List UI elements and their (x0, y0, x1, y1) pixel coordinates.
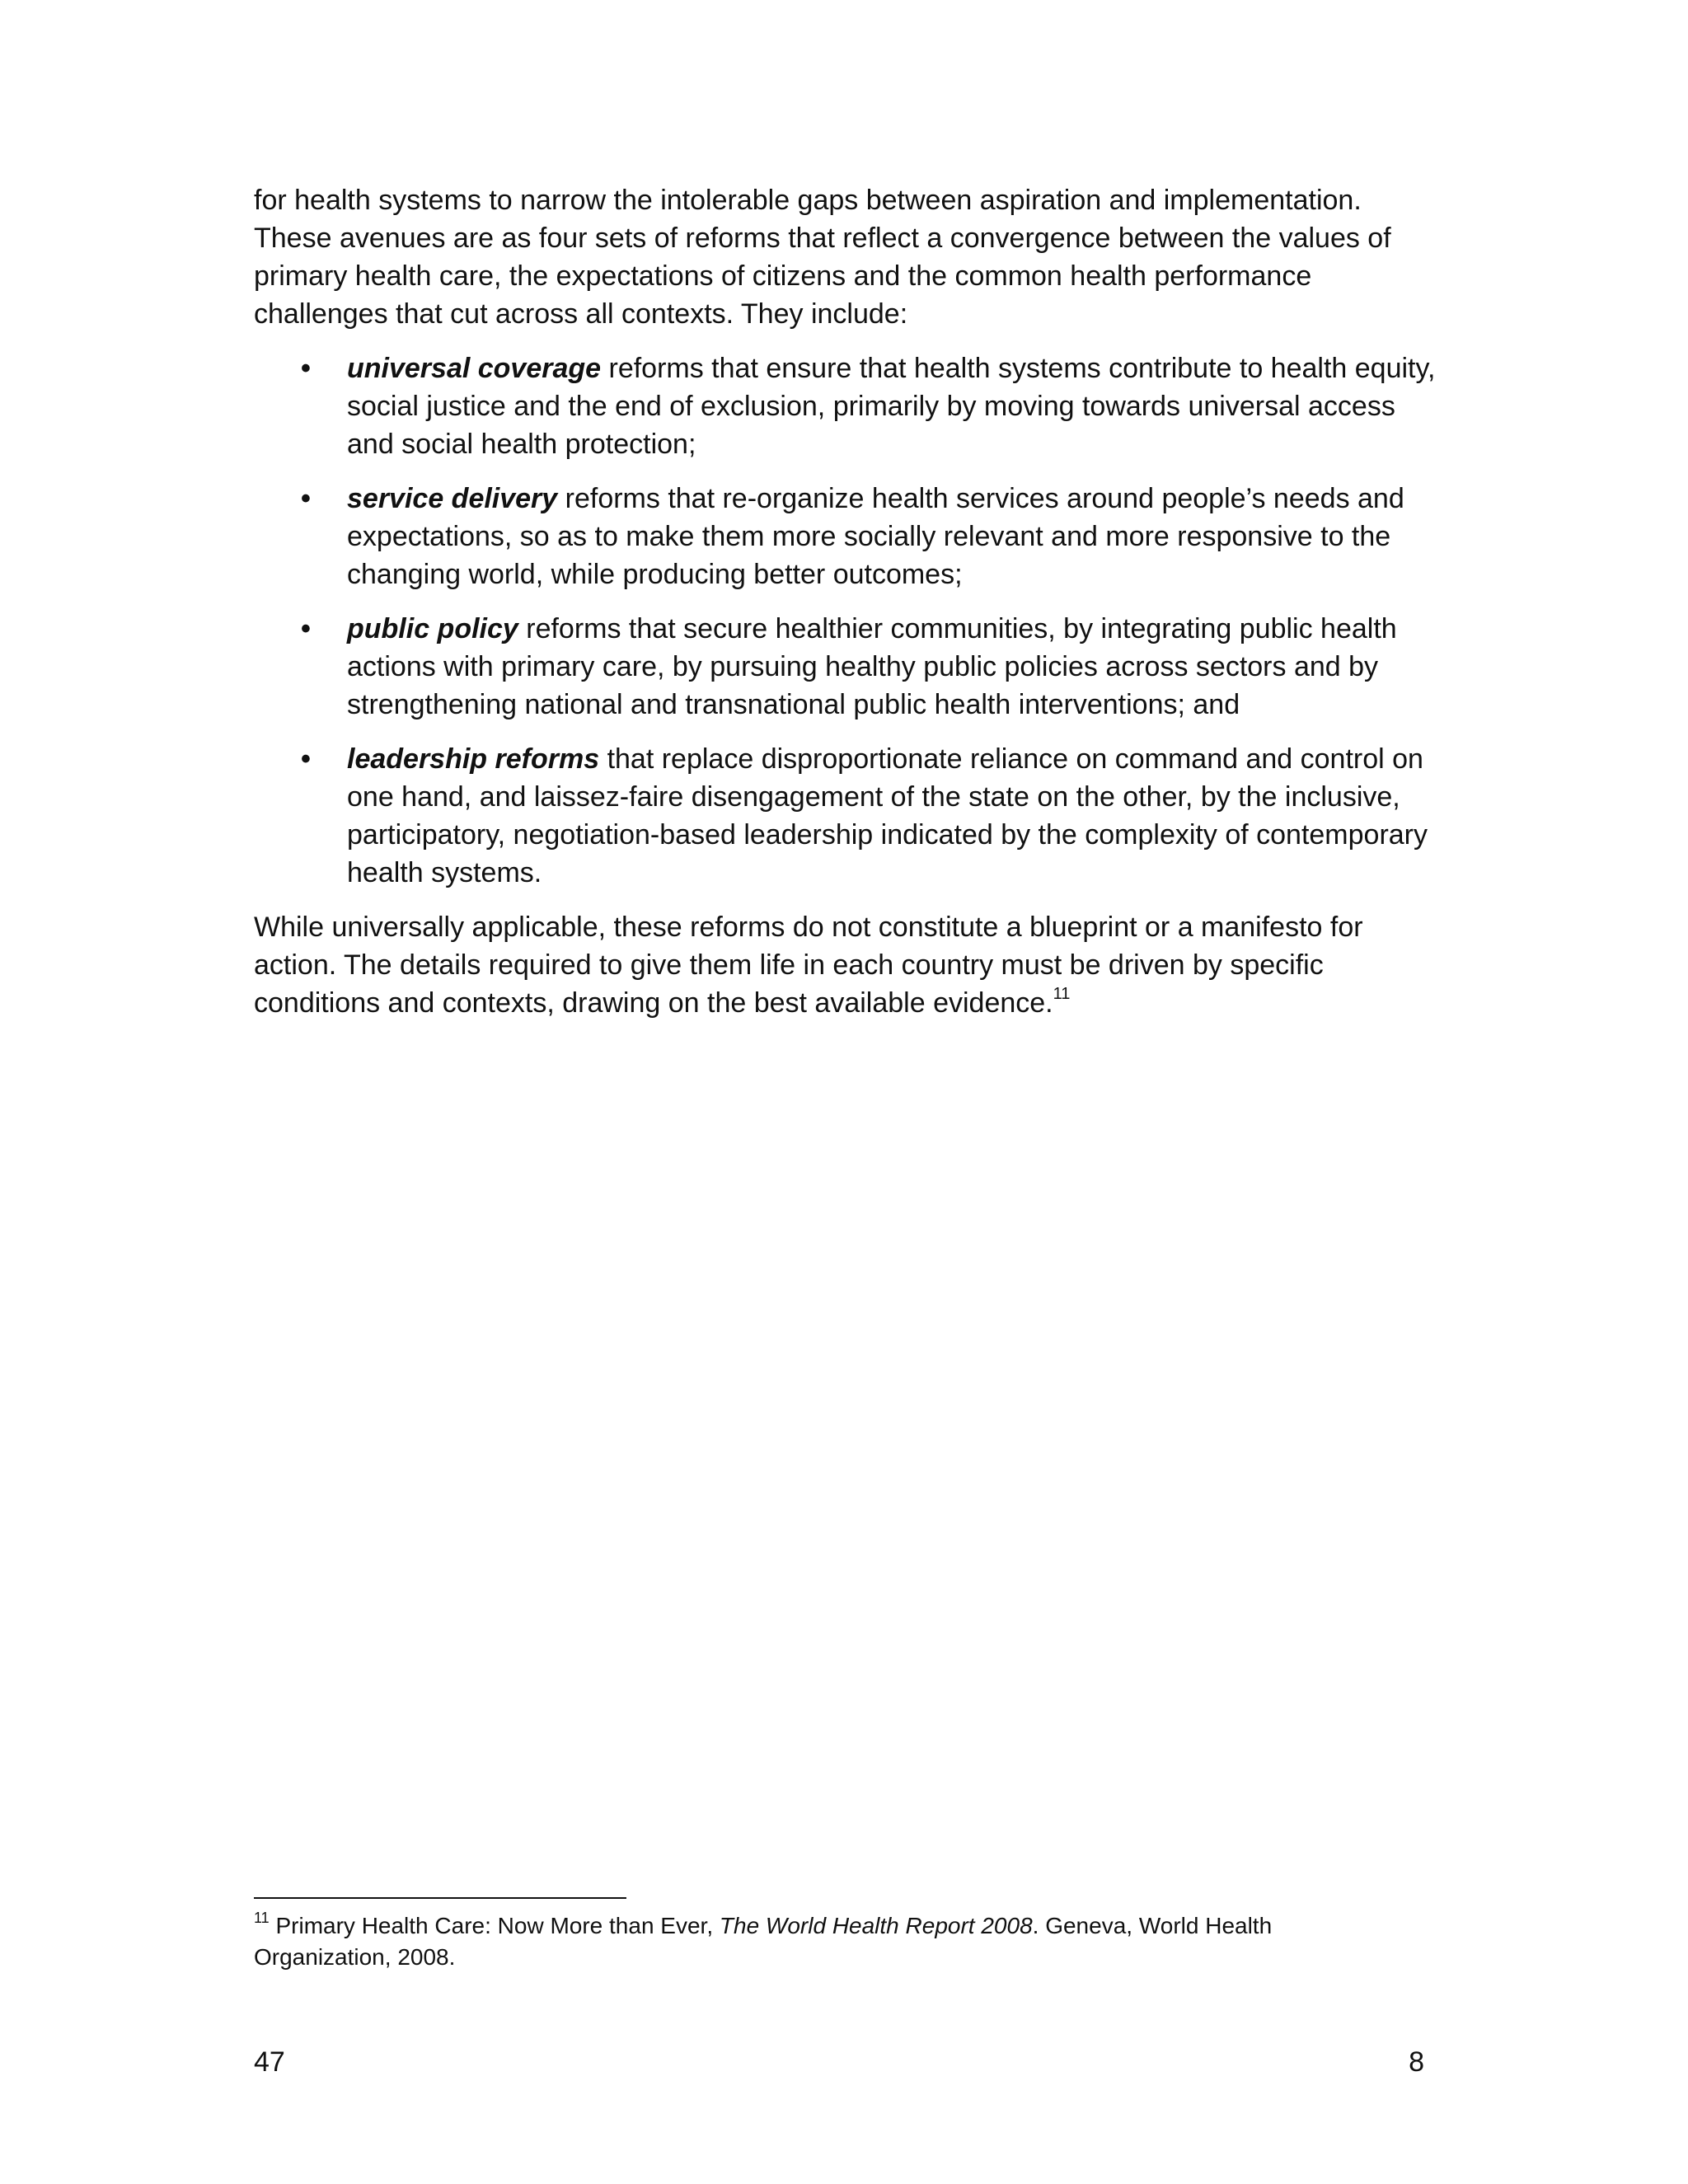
reform-list (254, 349, 1441, 892)
footnote-reference[interactable]: 11 (1053, 984, 1071, 1003)
list-item-text: that replace disproportionate reliance on command and control on one hand, and laissez-faire disengagement of the state on the other, by the inclusive, participatory, negotiation-based leadership indicated by the complexity of contemporary health systems. (347, 743, 1428, 888)
list-item-text: reforms that re-organize health services around people’s needs and expectations, so as to make them more socially relevant and more responsive to the changing world, while producing better outcomes; (347, 483, 1404, 590)
list-item (254, 610, 1441, 724)
closing-paragraph (254, 908, 1441, 1022)
bullet-icon: • (301, 743, 311, 775)
body-text (254, 181, 1441, 1022)
list-item (254, 349, 1441, 463)
list-item-text: reforms that secure healthier communities, by integrating public health actions with primary care, by pursuing healthy public policies across sectors and by strengthening national and transnational public health interventions; and (347, 613, 1397, 720)
bullet-icon: • (301, 353, 311, 384)
list-item (254, 480, 1441, 593)
footnote-text-before: Primary Health Care: Now More than Ever, (269, 1913, 720, 1938)
footnote-divider (254, 1897, 626, 1899)
footnote-number: 11 (254, 1909, 270, 1926)
intro-paragraph: for health systems to narrow the intolerable gaps between aspiration and implementation. These avenues are as four sets of reforms that reflect a convergence between the values of primary health care, the expectations of citizens and the common health performance challenges that cut across all contexts. They include: (254, 185, 1391, 330)
list-item-text: reforms that ensure that health systems contribute to health equity, social justice and the end of exclusion, primarily by moving towards universal access and social health protection; (347, 353, 1436, 460)
bullet-icon: • (301, 483, 311, 514)
closing-text: While universally applicable, these reforms do not constitute a blueprint or a manifesto for action. The details required to give them life in each country must be driven by specific conditions and contexts, drawing on the best available evidence. (254, 912, 1363, 1019)
bullet-icon: • (301, 613, 311, 644)
page-number-right: 8 (1409, 2046, 1424, 2078)
footnote-text-after: . Geneva, World Health Organization, 2008. (254, 1913, 1273, 1970)
footnote (254, 1910, 1408, 1973)
list-item-term: universal coverage (347, 353, 602, 384)
footnote-title: The World Health Report 2008 (719, 1913, 1033, 1938)
list-item-term: public policy (347, 613, 518, 644)
list-item-term: service delivery (347, 483, 558, 514)
page-number-left: 47 (254, 2046, 285, 2078)
list-item-term: leadership reforms (347, 743, 600, 775)
list-item (254, 740, 1441, 892)
